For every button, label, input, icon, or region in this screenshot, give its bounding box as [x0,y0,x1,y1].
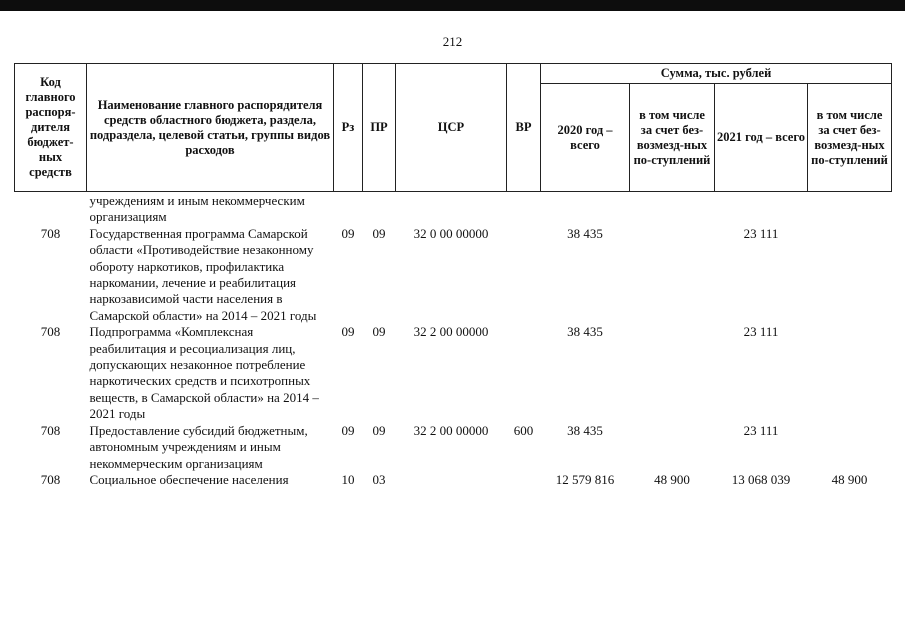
row-2021-total: 23 111 [743,324,779,340]
table-body [15,192,892,489]
row-csr [396,472,507,488]
row-csr [396,192,507,226]
row-rz: 09 [341,324,355,340]
row-2020-total [541,192,630,226]
header-rz: Рз [334,64,363,192]
row-2020-total: 38 435 [567,422,603,438]
header-2021-total: 2021 год – всего [715,84,808,192]
table-row [15,472,892,488]
row-name: Предоставление субсидий бюджетным, автономным учреждениям и иным некоммерческим организациям [89,422,308,471]
row-rz: 09 [341,225,355,241]
header-2021-gratuitous: в том числе за счет без-возмезд-ных по-ступлений [808,84,892,192]
row-csr: 32 2 00 00000 [413,422,489,438]
row-name: Социальное обеспечение населения [89,471,289,487]
header-vr: ВР [507,64,541,192]
row-vr [507,324,541,422]
row-code [15,192,87,226]
budget-table [14,63,892,488]
row-name: учреждениям и иным некоммерческим организациям [89,193,305,225]
row-2021-gratuitous [808,423,892,472]
row-2020-gratuitous [630,226,715,324]
budget-table-wrapper [14,63,891,488]
row-vr [507,472,541,488]
table-row [15,423,892,472]
header-2020-gratuitous: в том числе за счет без-возмезд-ных по-ступлений [630,84,715,192]
row-pr: 09 [372,324,386,340]
header-pr: ПР [363,64,396,192]
row-code: 708 [40,324,61,340]
row-2020-gratuitous [630,192,715,226]
row-2020-gratuitous [630,423,715,472]
table-row [15,192,892,226]
row-pr: 03 [372,471,386,487]
page-number: 212 [442,34,463,49]
row-2021-gratuitous: 48 900 [831,471,868,487]
header-name: Наименование главного распорядителя средств областного бюджета, раздела, подраздела, целевой статьи, группы видов расходов [87,64,334,192]
row-2020-total: 12 579 816 [555,471,615,487]
row-vr: 600 [513,422,534,438]
header-2020-total: 2020 год – всего [541,84,630,192]
row-pr [363,192,396,226]
row-rz: 09 [341,422,355,438]
top-border-bar [0,0,905,11]
row-2021-total [715,192,808,226]
header-csr: ЦСР [396,64,507,192]
row-vr [507,226,541,324]
row-2021-gratuitous [808,192,892,226]
row-2020-total: 38 435 [567,324,603,340]
row-2021-gratuitous [808,324,892,422]
row-code: 708 [40,471,61,487]
row-2021-total: 23 111 [743,422,779,438]
row-code: 708 [40,422,61,438]
header-sum-group: Сумма, тыс. рублей [541,64,892,84]
row-code: 708 [40,225,61,241]
row-rz [334,192,363,226]
row-2021-total: 23 111 [743,225,779,241]
row-name: Государственная программа Самарской области «Противодействие незаконному обороту наркотиков, профилактика наркомании, лечение и реабилитация наркозависимой части населения в Самарской области» на 2014 – 2021 годы [89,225,317,323]
row-csr: 32 0 00 00000 [413,225,489,241]
row-vr [507,192,541,226]
row-2020-gratuitous [630,324,715,422]
row-2021-gratuitous [808,226,892,324]
header-code: Код главного распоря-дителя бюджет-ных средств [15,64,87,192]
row-pr: 09 [372,225,386,241]
table-header [15,64,892,192]
row-name: Подпрограмма «Комплексная реабилитация и ресоциализация лиц, допускающих незаконное потребление наркотических средств и психотропных веществ, в Самарской области» на 2014 – 2021 годы [89,324,319,422]
table-row [15,226,892,324]
row-csr: 32 2 00 00000 [413,324,489,340]
row-2021-total: 13 068 039 [731,471,791,487]
table-row [15,324,892,422]
row-rz: 10 [341,471,355,487]
row-pr: 09 [372,422,386,438]
row-2020-gratuitous: 48 900 [654,471,690,487]
row-2020-total: 38 435 [567,225,603,241]
